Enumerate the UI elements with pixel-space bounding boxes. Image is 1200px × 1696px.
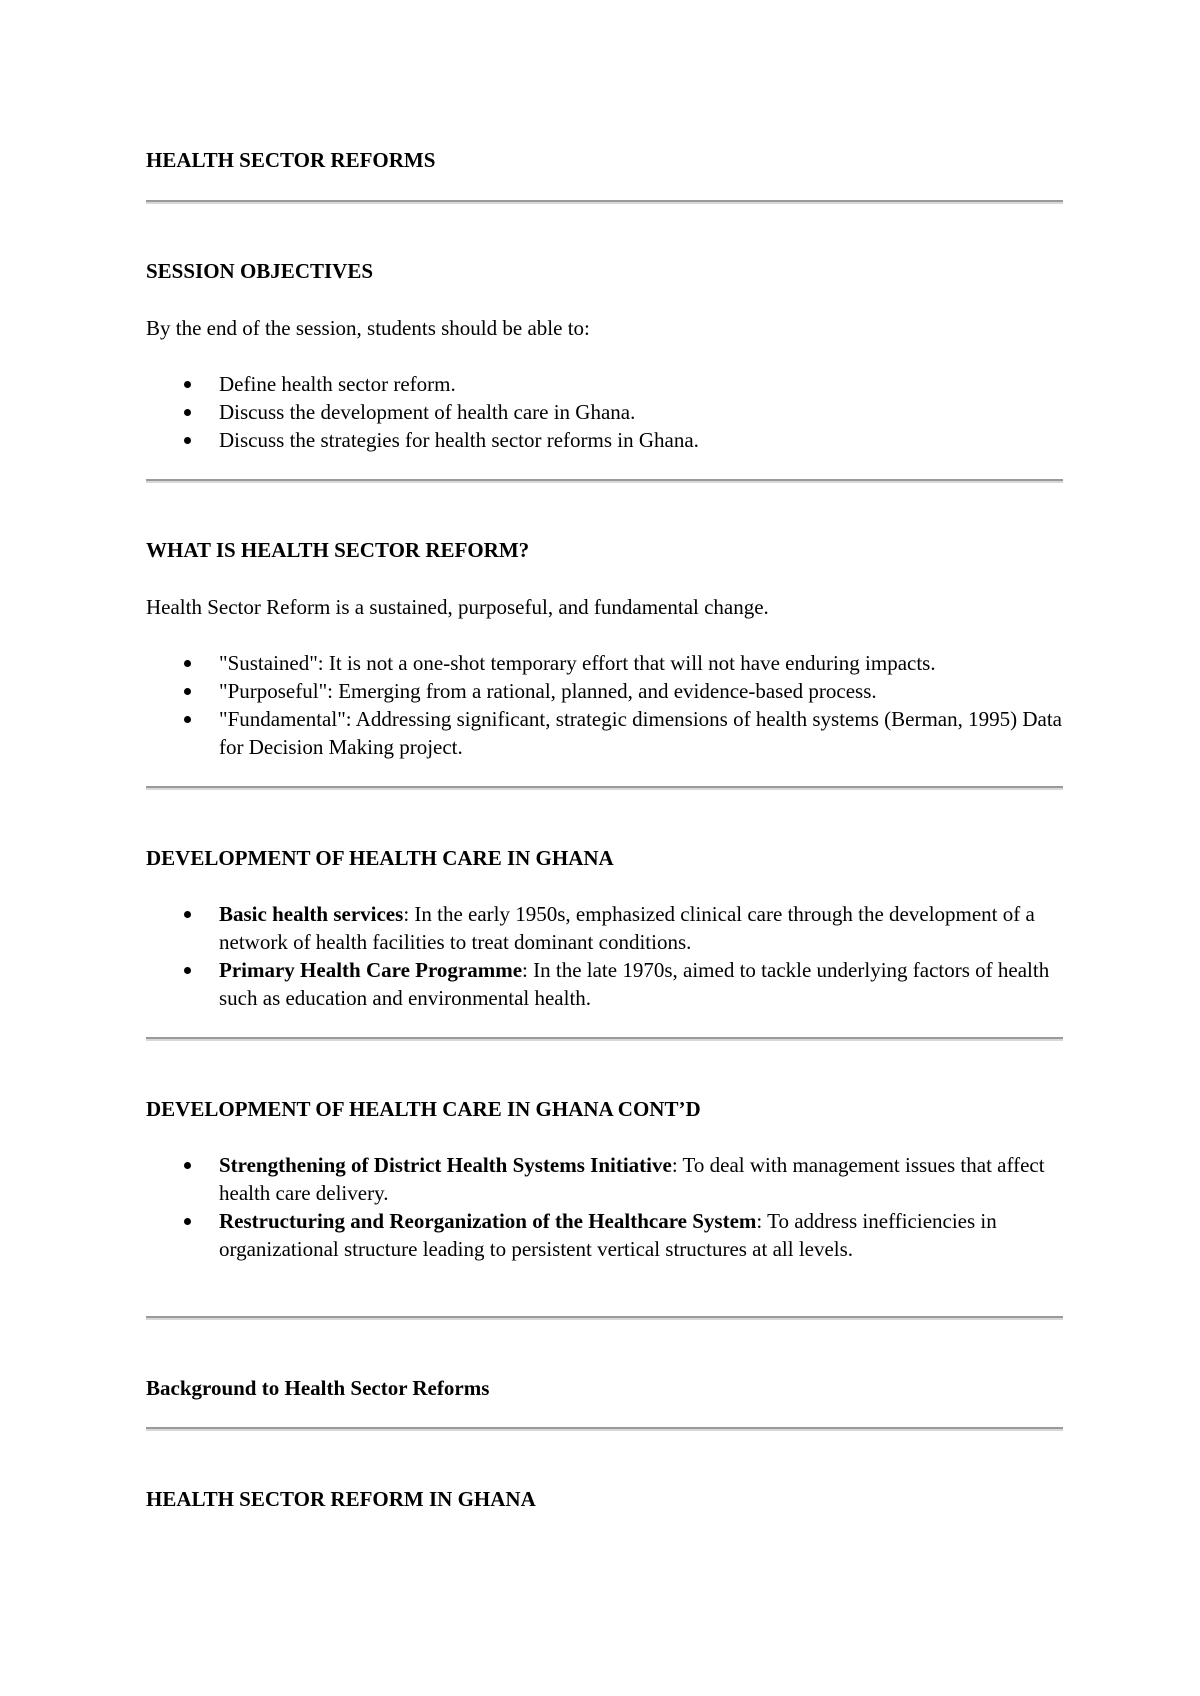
- list-item: Discuss the development of health care in Ghana.: [146, 398, 1063, 426]
- list-item: Primary Health Care Programme: In the late 1970s, aimed to tackle underlying factors of health such as education and environmental health.: [146, 956, 1063, 1012]
- section-divider: [146, 786, 1063, 790]
- list-item: Restructuring and Reorganization of the Healthcare System: To address inefficiencies in organizational structure leading to persistent vertical structures at all levels.: [146, 1207, 1063, 1263]
- section-divider: [146, 200, 1063, 204]
- ghana-reform-heading: HEALTH SECTOR REFORM IN GHANA: [146, 1487, 536, 1511]
- bullet-icon: [184, 437, 191, 444]
- bullet-icon: [184, 716, 191, 723]
- definition-heading: WHAT IS HEALTH SECTOR REFORM?: [146, 538, 530, 562]
- bullet-icon: [184, 1218, 191, 1225]
- section-divider: [146, 1037, 1063, 1041]
- background-heading: Background to Health Sector Reforms: [146, 1376, 490, 1400]
- list-item: "Sustained": It is not a one-shot temporary effort that will not have enduring impacts.: [146, 649, 1063, 677]
- development-contd-list: [146, 1151, 1063, 1263]
- bullet-icon: [184, 1162, 191, 1169]
- development-heading: DEVELOPMENT OF HEALTH CARE IN GHANA: [146, 846, 614, 870]
- bullet-icon: [184, 381, 191, 388]
- list-item: "Fundamental": Addressing significant, strategic dimensions of health systems (Berman, 1995) Data for Decision Making project.: [146, 705, 1063, 761]
- bullet-icon: [184, 967, 191, 974]
- bullet-icon: [184, 409, 191, 416]
- list-item: Strengthening of District Health Systems Initiative: To deal with management issues that affect health care delivery.: [146, 1151, 1063, 1207]
- objectives-heading: SESSION OBJECTIVES: [146, 259, 374, 283]
- development-list: [146, 900, 1063, 1012]
- list-item: Define health sector reform.: [146, 370, 1063, 398]
- bullet-icon: [184, 911, 191, 918]
- bullet-icon: [184, 688, 191, 695]
- document-title: HEALTH SECTOR REFORMS: [146, 148, 436, 172]
- bullet-icon: [184, 660, 191, 667]
- list-item: Discuss the strategies for health sector reforms in Ghana.: [146, 426, 1063, 454]
- list-item: "Purposeful": Emerging from a rational, planned, and evidence-based process.: [146, 677, 1063, 705]
- section-divider: [146, 1316, 1063, 1320]
- objectives-list: [146, 370, 1063, 454]
- objectives-intro: By the end of the session, students should be able to:: [146, 316, 590, 340]
- development-contd-heading: DEVELOPMENT OF HEALTH CARE IN GHANA CONT’D: [146, 1097, 701, 1121]
- section-divider: [146, 479, 1063, 483]
- definition-list: [146, 649, 1063, 761]
- section-divider: [146, 1427, 1063, 1431]
- definition-intro: Health Sector Reform is a sustained, purposeful, and fundamental change.: [146, 595, 769, 619]
- list-item: Basic health services: In the early 1950s, emphasized clinical care through the development of a network of health facilities to treat dominant conditions.: [146, 900, 1063, 956]
